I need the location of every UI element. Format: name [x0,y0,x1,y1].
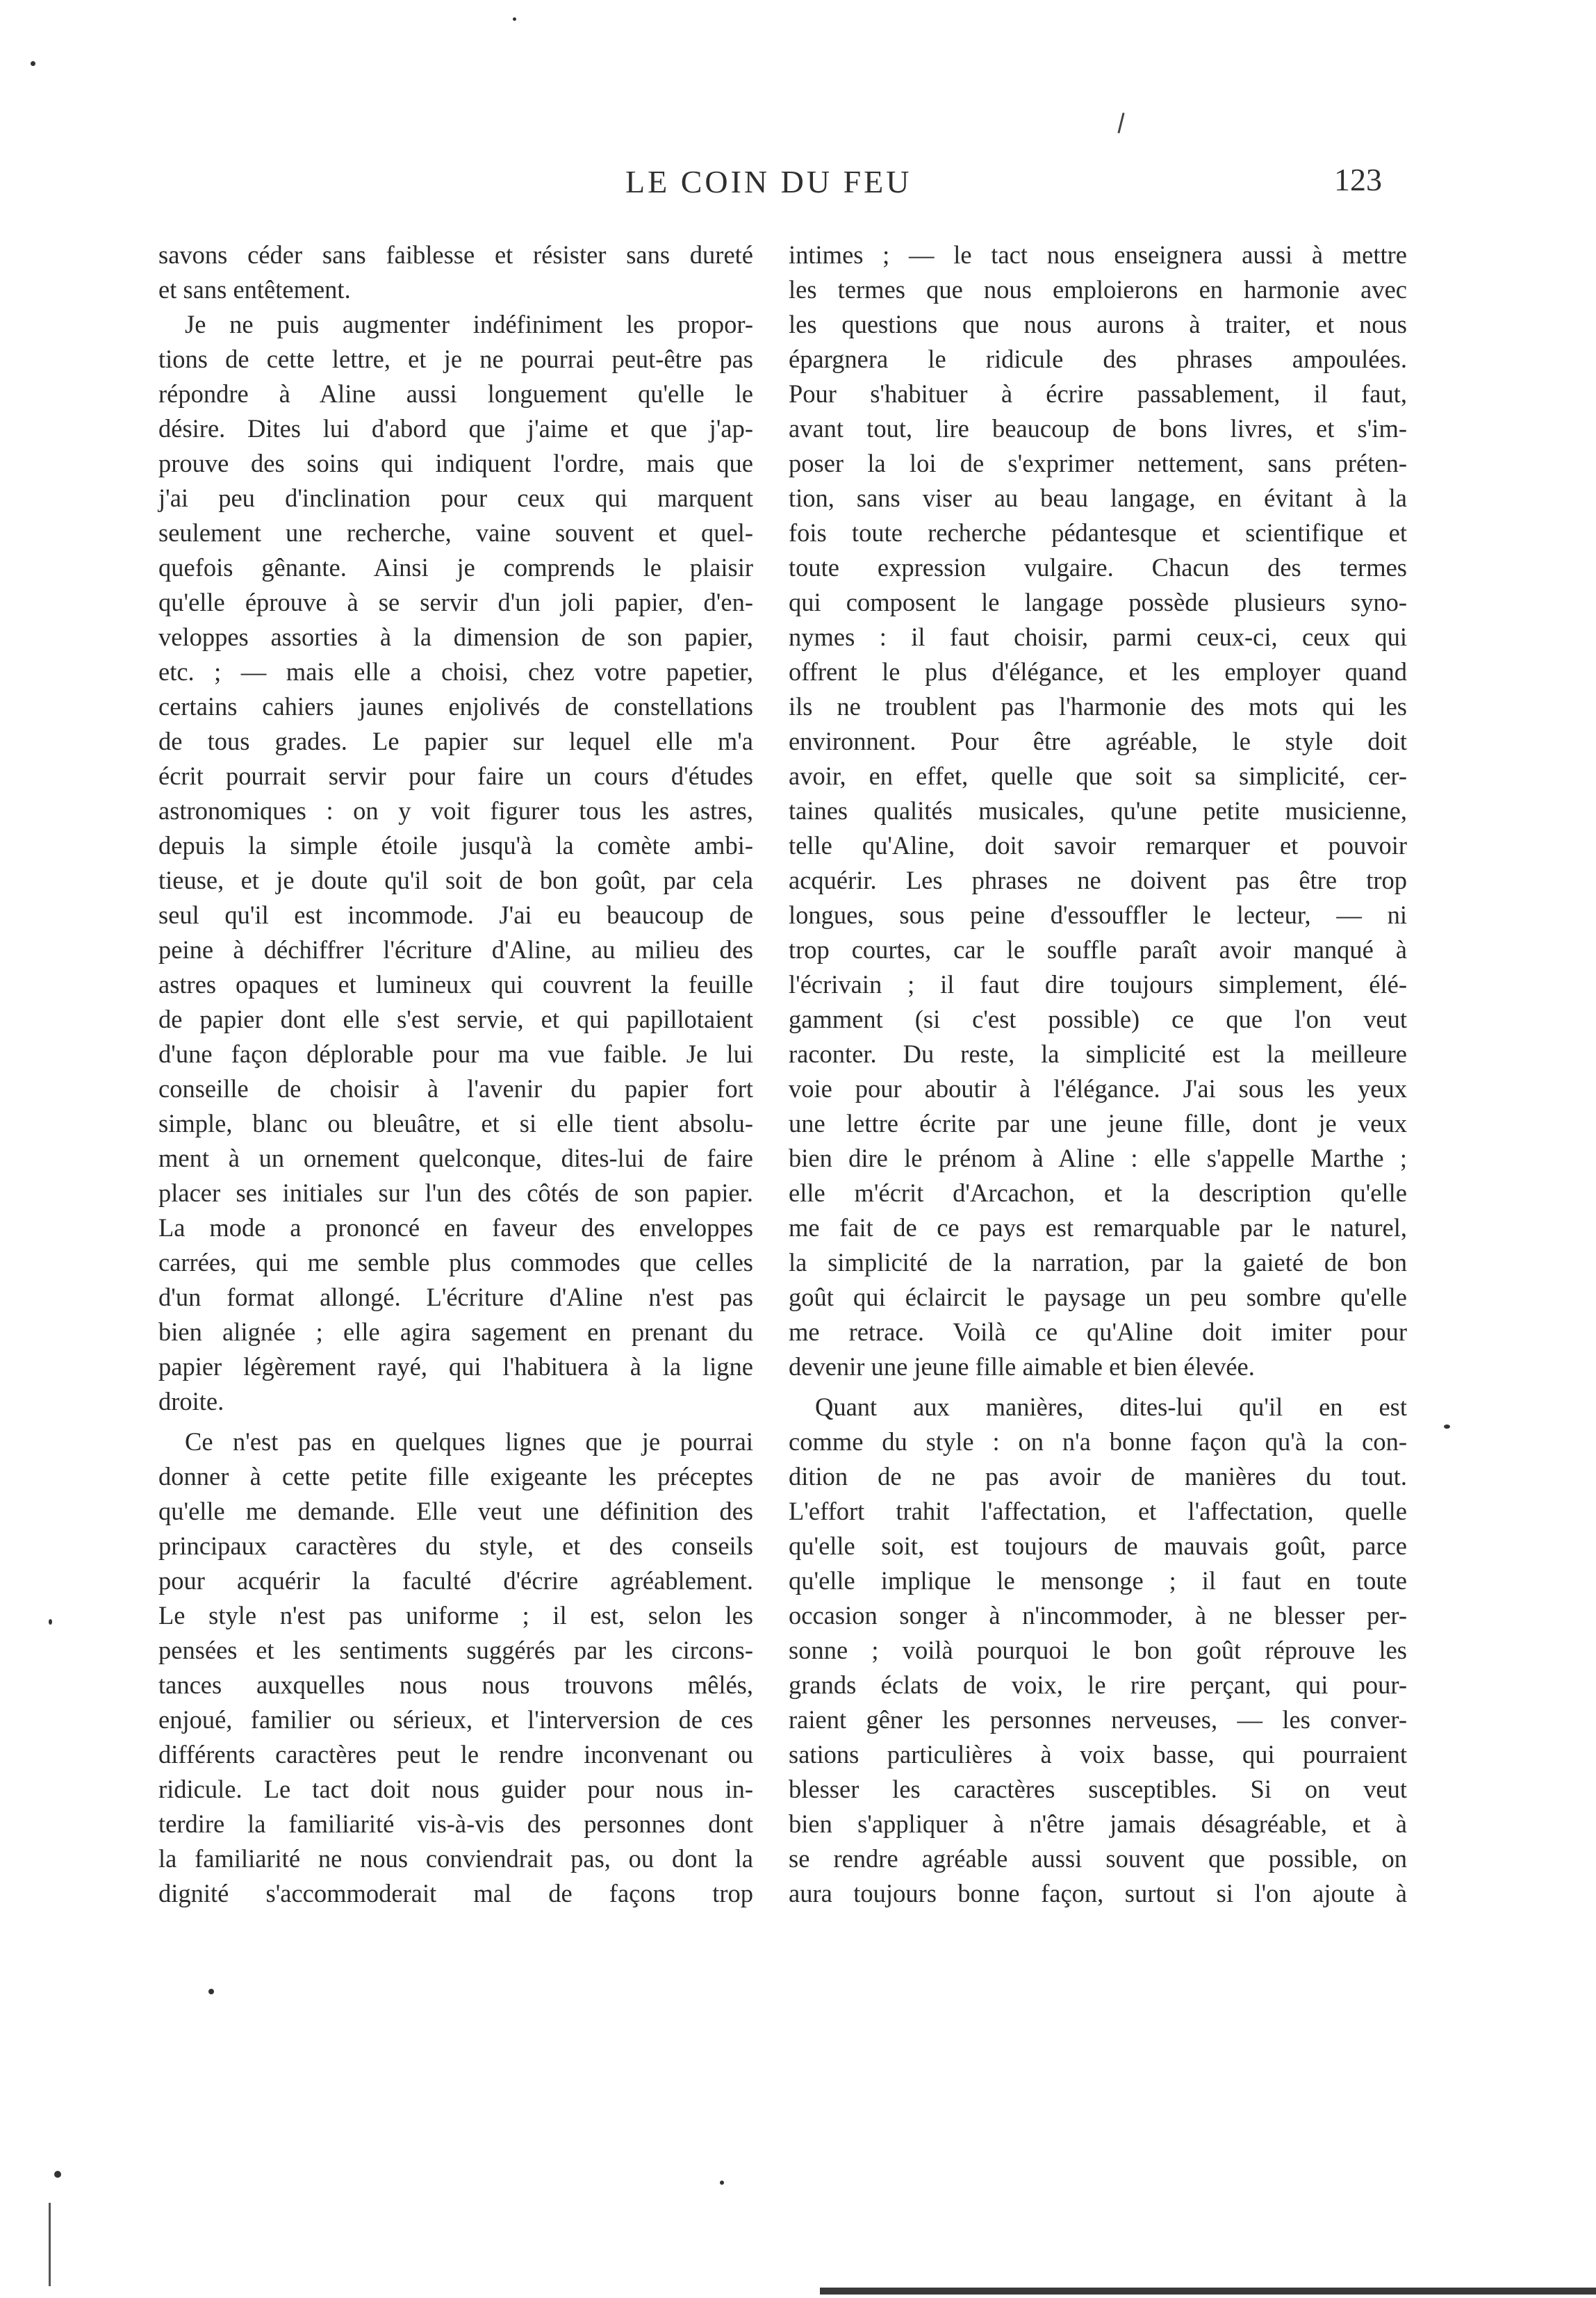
text-line: j'ai peu d'inclination pour ceux qui marquent [158,484,753,512]
text-line: aura toujours bonne façon, surtout si l'on ajoute à [789,1879,1407,1907]
text-line: fois toute recherche pédantesque et scientifique et [789,518,1407,547]
text-line: astronomiques : on y voit figurer tous les astres, [158,796,753,825]
paragraph-gap [158,1419,753,1425]
text-line: poser la loi de s'exprimer nettement, sans préten- [789,449,1407,477]
text-line: toute expression vulgaire. Chacun des termes [789,553,1407,582]
text-line: de papier dont elle s'est servie, et qui papillotaient [158,1005,753,1033]
text-line: La mode a prononcé en faveur des enveloppes [158,1213,753,1242]
text-line: se rendre agréable aussi souvent que possible, on [789,1844,1407,1873]
page-number: 123 [1334,162,1382,197]
text-line: bien alignée ; elle agira sagement en prenant du [158,1318,753,1346]
text-line: dition de ne pas avoir de manières du tout. [789,1462,1407,1491]
text-line: dignité s'accommoderait mal de façons trop [158,1879,753,1907]
text-line: sonne ; voilà pourquoi le bon goût réprouve les [789,1636,1407,1664]
text-line: simple, blanc ou bleuâtre, et si elle tient absolu- [158,1109,753,1138]
text-line: une lettre écrite par une jeune fille, dont je veux [789,1109,1407,1138]
text-line: différents caractères peut le rendre inconvenant ou [158,1740,753,1768]
text-line: ridicule. Le tact doit nous guider pour nous in- [158,1775,753,1803]
scan-speck [49,1619,52,1625]
text-line: qu'elle éprouve à se servir d'un joli papier, d'en- [158,588,753,616]
text-line: pour acquérir la faculté d'écrire agréablement. [158,1566,753,1595]
scan-speck [513,17,516,21]
text-line: pensées et les sentiments suggérés par les circons- [158,1636,753,1664]
text-line: qu'elle me demande. Elle veut une définition des [158,1497,753,1525]
text-line: elle m'écrit d'Arcachon, et la description qu'elle [789,1179,1407,1207]
text-line: L'effort trahit l'affectation, et l'affectation, quelle [789,1497,1407,1525]
text-line: droite. [158,1387,224,1415]
text-line: comme du style : on n'a bonne façon qu'à la con- [789,1427,1407,1456]
text-line: tances auxquelles nous nous trouvons mêlés, [158,1671,753,1699]
text-line: qu'elle soit, est toujours de mauvais goût, parce [789,1532,1407,1560]
scan-edge-mark [49,2203,51,2286]
text-line: seulement une recherche, vaine souvent et quel- [158,518,753,547]
text-line: papier légèrement rayé, qui l'habituera à la ligne [158,1352,753,1381]
text-line: prouve des soins qui indiquent l'ordre, mais que [158,449,753,477]
text-line: devenir une jeune fille aimable et bien élevée. [789,1352,1255,1381]
text-line: me retrace. Voilà ce qu'Aline doit imiter pour [789,1318,1407,1346]
text-line: tions de cette lettre, et je ne pourrai peut-être pas [158,345,753,373]
scan-speck [208,1989,214,1994]
paragraph-gap [789,1384,1407,1390]
text-line: de tous grades. Le papier sur lequel elle m'a [158,727,753,755]
text-line: tieuse, et je doute qu'il soit de bon goût, par cela [158,866,753,894]
text-line: épargnera le ridicule des phrases ampoulées. [789,345,1407,373]
scan-speck [1444,1425,1450,1429]
text-line: sations particulières à voix basse, qui pourraient [789,1740,1407,1768]
text-line: avoir, en effet, quelle que soit sa simplicité, cer- [789,762,1407,790]
text-line: Je ne puis augmenter indéfiniment les propor- [185,310,753,338]
text-line: et sans entêtement. [158,275,351,304]
text-line: veloppes assorties à la dimension de son papier, [158,623,753,651]
text-line: peine à déchiffrer l'écriture d'Aline, au milieu des [158,935,753,964]
text-line: depuis la simple étoile jusqu'à la comète ambi- [158,831,753,860]
text-line: tion, sans viser au beau langage, en évitant à la [789,484,1407,512]
text-line: ment à un ornement quelconque, dites-lui de faire [158,1144,753,1172]
text-line: quefois gênante. Ainsi je comprends le plaisir [158,553,753,582]
text-line: d'une façon déplorable pour ma vue faible. Je lui [158,1040,753,1068]
text-line: voie pour aboutir à l'élégance. J'ai sous les yeux [789,1074,1407,1103]
text-line: répondre à Aline aussi longuement qu'elle le [158,379,753,408]
text-line: Ce n'est pas en quelques lignes que je pourrai [185,1427,753,1456]
text-line: blesser les caractères susceptibles. Si on veut [789,1775,1407,1803]
text-line: qui composent le langage possède plusieurs syno- [789,588,1407,616]
text-line: d'un format allongé. L'écriture d'Aline n'est pas [158,1283,753,1311]
text-line: raconter. Du reste, la simplicité est la meilleure [789,1040,1407,1068]
text-line: enjoué, familier ou sérieux, et l'interversion de ces [158,1705,753,1734]
text-line: me fait de ce pays est remarquable par le naturel, [789,1213,1407,1242]
running-head-title: LE COIN DU FEU [625,164,912,199]
text-column-left [158,238,753,1911]
text-line: raient gêner les personnes nerveuses, — les conver- [789,1705,1407,1734]
text-line: la simplicité de la narration, par la gaieté de bon [789,1248,1407,1277]
text-column-right [789,238,1407,1911]
text-line: astres opaques et lumineux qui couvrent la feuille [158,970,753,999]
text-line: les questions que nous aurons à traiter, et nous [789,310,1407,338]
text-line: environnent. Pour être agréable, le style doit [789,727,1407,755]
text-line: écrit pourrait servir pour faire un cours d'études [158,762,753,790]
text-line: trop courtes, car le souffle paraît avoir manqué à [789,935,1407,964]
text-line: Quant aux manières, dites-lui qu'il en est [815,1393,1407,1421]
text-line: taines qualités musicales, qu'une petite musicienne, [789,796,1407,825]
text-line: l'écrivain ; il faut dire toujours simplement, élé- [789,970,1407,999]
scan-bottom-edge [820,2288,1596,2295]
text-line: occasion songer à n'incommoder, à ne blesser per- [789,1601,1407,1630]
text-line: qu'elle implique le mensonge ; il faut en toute [789,1566,1407,1595]
text-line: etc. ; — mais elle a choisi, chez votre papetier, [158,657,753,686]
text-line: nymes : il faut choisir, parmi ceux-ci, ceux qui [789,623,1407,651]
scan-speck [54,2171,61,2178]
text-line: telle qu'Aline, doit savoir remarquer et pouvoir [789,831,1407,860]
text-line: intimes ; — le tact nous enseignera aussi à mettre [789,240,1407,269]
text-line: bien dire le prénom à Aline : elle s'appelle Marthe ; [789,1144,1407,1172]
text-line: Pour s'habituer à écrire passablement, il faut, [789,379,1407,408]
text-line: la familiarité ne nous conviendrait pas, ou dont la [158,1844,753,1873]
text-line: gamment (si c'est possible) ce que l'on veut [789,1005,1407,1033]
ink-stroke-mark [1117,113,1124,133]
text-line: donner à cette petite fille exigeante les préceptes [158,1462,753,1491]
text-line: avant tout, lire beaucoup de bons livres, et s'im- [789,414,1407,443]
scan-speck [31,61,35,66]
text-line: bien s'appliquer à n'être jamais désagréable, et à [789,1809,1407,1838]
text-line: certains cahiers jaunes enjolivés de constellations [158,692,753,721]
text-line: placer ses initiales sur l'un des côtés de son papier. [158,1179,753,1207]
text-line: offrent le plus d'élégance, et les employer quand [789,657,1407,686]
text-line: longues, sous peine d'essouffler le lecteur, — ni [789,901,1407,929]
text-line: terdire la familiarité vis-à-vis des personnes dont [158,1809,753,1838]
text-line: seul qu'il est incommode. J'ai eu beaucoup de [158,901,753,929]
text-line: grands éclats de voix, le rire perçant, qui pour- [789,1671,1407,1699]
text-line: conseille de choisir à l'avenir du papier fort [158,1074,753,1103]
text-line: les termes que nous emploierons en harmonie avec [789,275,1407,304]
scan-speck [720,2181,724,2185]
text-line: acquérir. Les phrases ne doivent pas être trop [789,866,1407,894]
text-line: carrées, qui me semble plus commodes que celles [158,1248,753,1277]
text-line: savons céder sans faiblesse et résister sans dureté [158,240,753,269]
text-line: désire. Dites lui d'abord que j'aime et que j'ap- [158,414,753,443]
text-line: goût qui éclaircit le paysage un peu sombre qu'elle [789,1283,1407,1311]
text-line: principaux caractères du style, et des conseils [158,1532,753,1560]
text-line: Le style n'est pas uniforme ; il est, selon les [158,1601,753,1630]
text-line: ils ne troublent pas l'harmonie des mots qui les [789,692,1407,721]
